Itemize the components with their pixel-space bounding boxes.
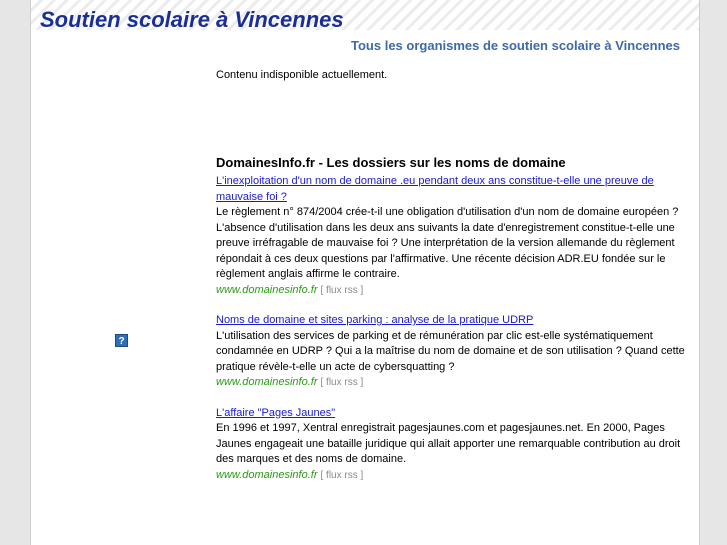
news-feed (216, 155, 692, 498)
article-source[interactable]: www.domainesinfo.fr (216, 376, 318, 388)
article-source-line (216, 375, 692, 391)
article-link[interactable]: L'inexploitation d'un nom de domaine .eu pendant deux ans constitue-t-elle une preuve de mauvaise foi ? (216, 175, 654, 203)
article-source-line (216, 468, 692, 484)
article-source[interactable]: www.domainesinfo.fr (216, 283, 318, 296)
feed-article (216, 174, 692, 298)
page-subtitle: Tous les organismes de soutien scolaire à Vincennes (351, 38, 680, 53)
page-container (30, 0, 700, 545)
feed-article (216, 313, 692, 391)
article-description: Le règlement n° 874/2004 crée-t-il une obligation d'utilisation d'un nom de domaine européen ? L'absence d'utilisation dans les deux ans suivants la date d'enregistrement constitue-t-elle une preuve irréfragable de mauvaise foi ? Une interprétation de la version allemande du règlement répondait à ces deux questions par l'affirmative. Une récente décision ADR.EU fondée sur le règlement anglais affirme le contraire. (216, 206, 679, 280)
article-description: L'utilisation des services de parking et de rémunération par clic est-elle systématiquement condamnée en UDRP ? Qui a la maîtrise du nom de domaine et de son utilisation ? Quand cette pratique révèle-t-elle un acte de cybersquatting ? (216, 329, 685, 373)
header-banner (31, 0, 699, 30)
article-description: En 1996 et 1997, Xentral enregistrait pagesjaunes.com et pagesjaunes.net. En 2000, Pages Jaunes engageait une bataille juridique qui allait apporter une remarquable contribution au droit des marques et des noms de domaine. (216, 422, 681, 465)
article-link[interactable]: Noms de domaine et sites parking : analyse de la pratique UDRP (216, 314, 534, 326)
help-icon[interactable]: ? (115, 334, 128, 347)
rss-link[interactable]: [ flux rss ] (320, 284, 364, 296)
content-unavailable-message: Contenu indisponible actuellement. (216, 69, 388, 81)
article-source-line (216, 283, 692, 299)
rss-link[interactable]: [ flux rss ] (320, 377, 364, 388)
site-title[interactable]: Soutien scolaire à Vincennes (40, 7, 344, 32)
feed-title: DomainesInfo.fr - Les dossiers sur les noms de domaine (216, 155, 566, 170)
article-source[interactable]: www.domainesinfo.fr (216, 468, 318, 481)
rss-link[interactable]: [ flux rss ] (320, 469, 364, 481)
article-link[interactable]: L'affaire "Pages Jaunes" (216, 406, 336, 419)
feed-article (216, 406, 692, 484)
